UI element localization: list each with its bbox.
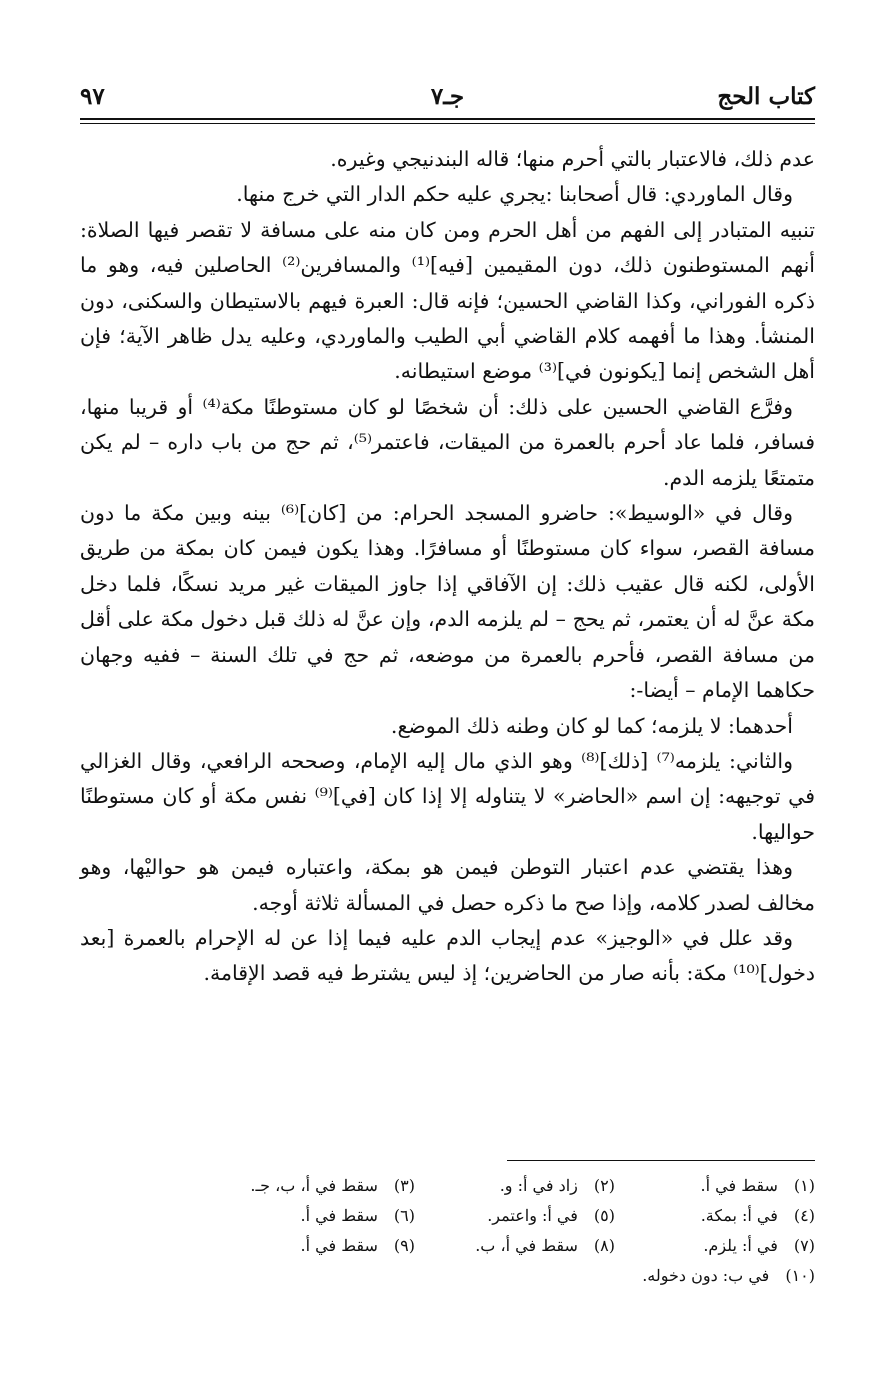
footnote-rule — [507, 1160, 815, 1161]
paragraph: وقال الماوردي: قال أصحابنا :يجري عليه حكم الدار التي خرج منها. — [236, 182, 793, 207]
footnote: (٤)في أ: بمكة. — [700, 1206, 815, 1225]
volume-label: جـ٧ — [430, 82, 465, 110]
paragraph: وقال في «الوسيط»: حاضرو المسجد الحرام: من [كان]⁽⁶⁾ بينه وبين مكة ما دون مسافة القصر، سواء كان مستوطنًا أو مسافرًا. وهذا يكون فيمن كان بمكة من طريق الأولى، لكنه قال عقيب ذلك: إن الآفاقي إذا جاوز الميقات غير مريد نسكًا، فلما دخل مكة عنَّ له أن يعتمر، ثم يحج – لم يلزمه الدم، وإن عنَّ له ذلك قبل دخول مكة على أقل من مسافة القصر، فأحرم بالعمرة من موضعه، ثم حج في تلك السنة – ففيه وجهان حكاهما الإمام – أيضا-: — [80, 501, 815, 703]
paragraph: وقد علل في «الوجيز» عدم إيجاب الدم عليه فيما إذا عن له الإحرام بالعمرة [بعد دخول]⁽¹⁰⁾ مكة: بأنه صار من الحاضرين؛ إذ ليس يشترط فيه قصد الإقامة. — [80, 925, 815, 986]
running-header — [80, 76, 815, 116]
footnote-row — [160, 1171, 815, 1201]
paragraph: تنبيه المتبادر إلى الفهم من أهل الحرم ومن كان منه على مسافة لا تقصر فيها الصلاة: أنهم المستوطنون ذلك، دون المقيمين [فيه]⁽¹⁾ والمسافرين⁽²⁾ الحاصلين فيه، وهو ما ذكره الفوراني، وكذا القاضي الحسين؛ فإنه قال: العبرة فيهم بالاستيطان والسكنى، دون المنشأ. وهذا ما أفهمه كلام القاضي أبي الطيب والماوردي، وعليه يدل ظاهر الآية؛ فإن أهل الشخص إنما [يكونون في]⁽³⁾ موضع استيطانه. — [80, 217, 815, 384]
book-title: كتاب الحج — [717, 82, 815, 110]
paragraph: والثاني: يلزمه⁽⁷⁾ [ذلك]⁽⁸⁾ وهو الذي مال إليه الإمام، وصححه الرافعي، وقال الغزالي في توجيهه: إن اسم «الحاضر» لا يتناوله إلا إذا كان [في]⁽⁹⁾ نفس مكة أو كان مستوطنًا حواليها. — [80, 748, 816, 844]
footnote: (٢)زاد في أ: و. — [499, 1176, 615, 1195]
paragraph: وهذا يقتضي عدم اعتبار التوطن فيمن هو بمكة، واعتباره فيمن هو حواليْها، وهو مخالف لصدر كلامه، وإذا صح ما ذكره حصل في المسألة ثلاثة أوجه. — [80, 855, 815, 915]
footnote: (٧)في أ: يلزم. — [703, 1236, 815, 1255]
footnote-row — [160, 1231, 815, 1261]
footnote-row — [160, 1261, 815, 1291]
paragraph: وفرَّع القاضي الحسين على ذلك: أن شخصًا لو كان مستوطنًا مكة⁽⁴⁾ أو قريبا منها، فسافر، فلما عاد أحرم بالعمرة من الميقات، فاعتمر⁽⁵⁾، ثم حج من باب داره – لم يكن متمتعًا يلزمه الدم. — [80, 394, 816, 490]
paragraph: عدم ذلك، فالاعتبار بالتي أحرم منها؛ قاله البندنيجي وغيره. — [330, 147, 815, 171]
footnote: (٥)في أ: واعتمر. — [487, 1206, 615, 1225]
main-text — [80, 142, 815, 992]
footnote: (١٠)في ب: دون دخوله. — [642, 1266, 815, 1285]
paragraph: أحدهما: لا يلزمه؛ كما لو كان وطنه ذلك الموضع. — [390, 713, 793, 738]
footnote: (١)سقط في أ. — [700, 1176, 815, 1195]
footnotes — [160, 1171, 815, 1291]
footnote: (٦)سقط في أ. — [300, 1206, 415, 1225]
page-number: ٩٧ — [80, 82, 105, 110]
footnote-row — [160, 1201, 815, 1231]
footnote: (٣)سقط في أ، ب، جـ. — [250, 1176, 415, 1195]
footnote: (٩)سقط في أ. — [300, 1236, 415, 1255]
footnote: (٨)سقط في أ، ب. — [475, 1236, 615, 1255]
header-rule-thick — [80, 118, 815, 120]
header-rule-thin — [80, 123, 815, 124]
